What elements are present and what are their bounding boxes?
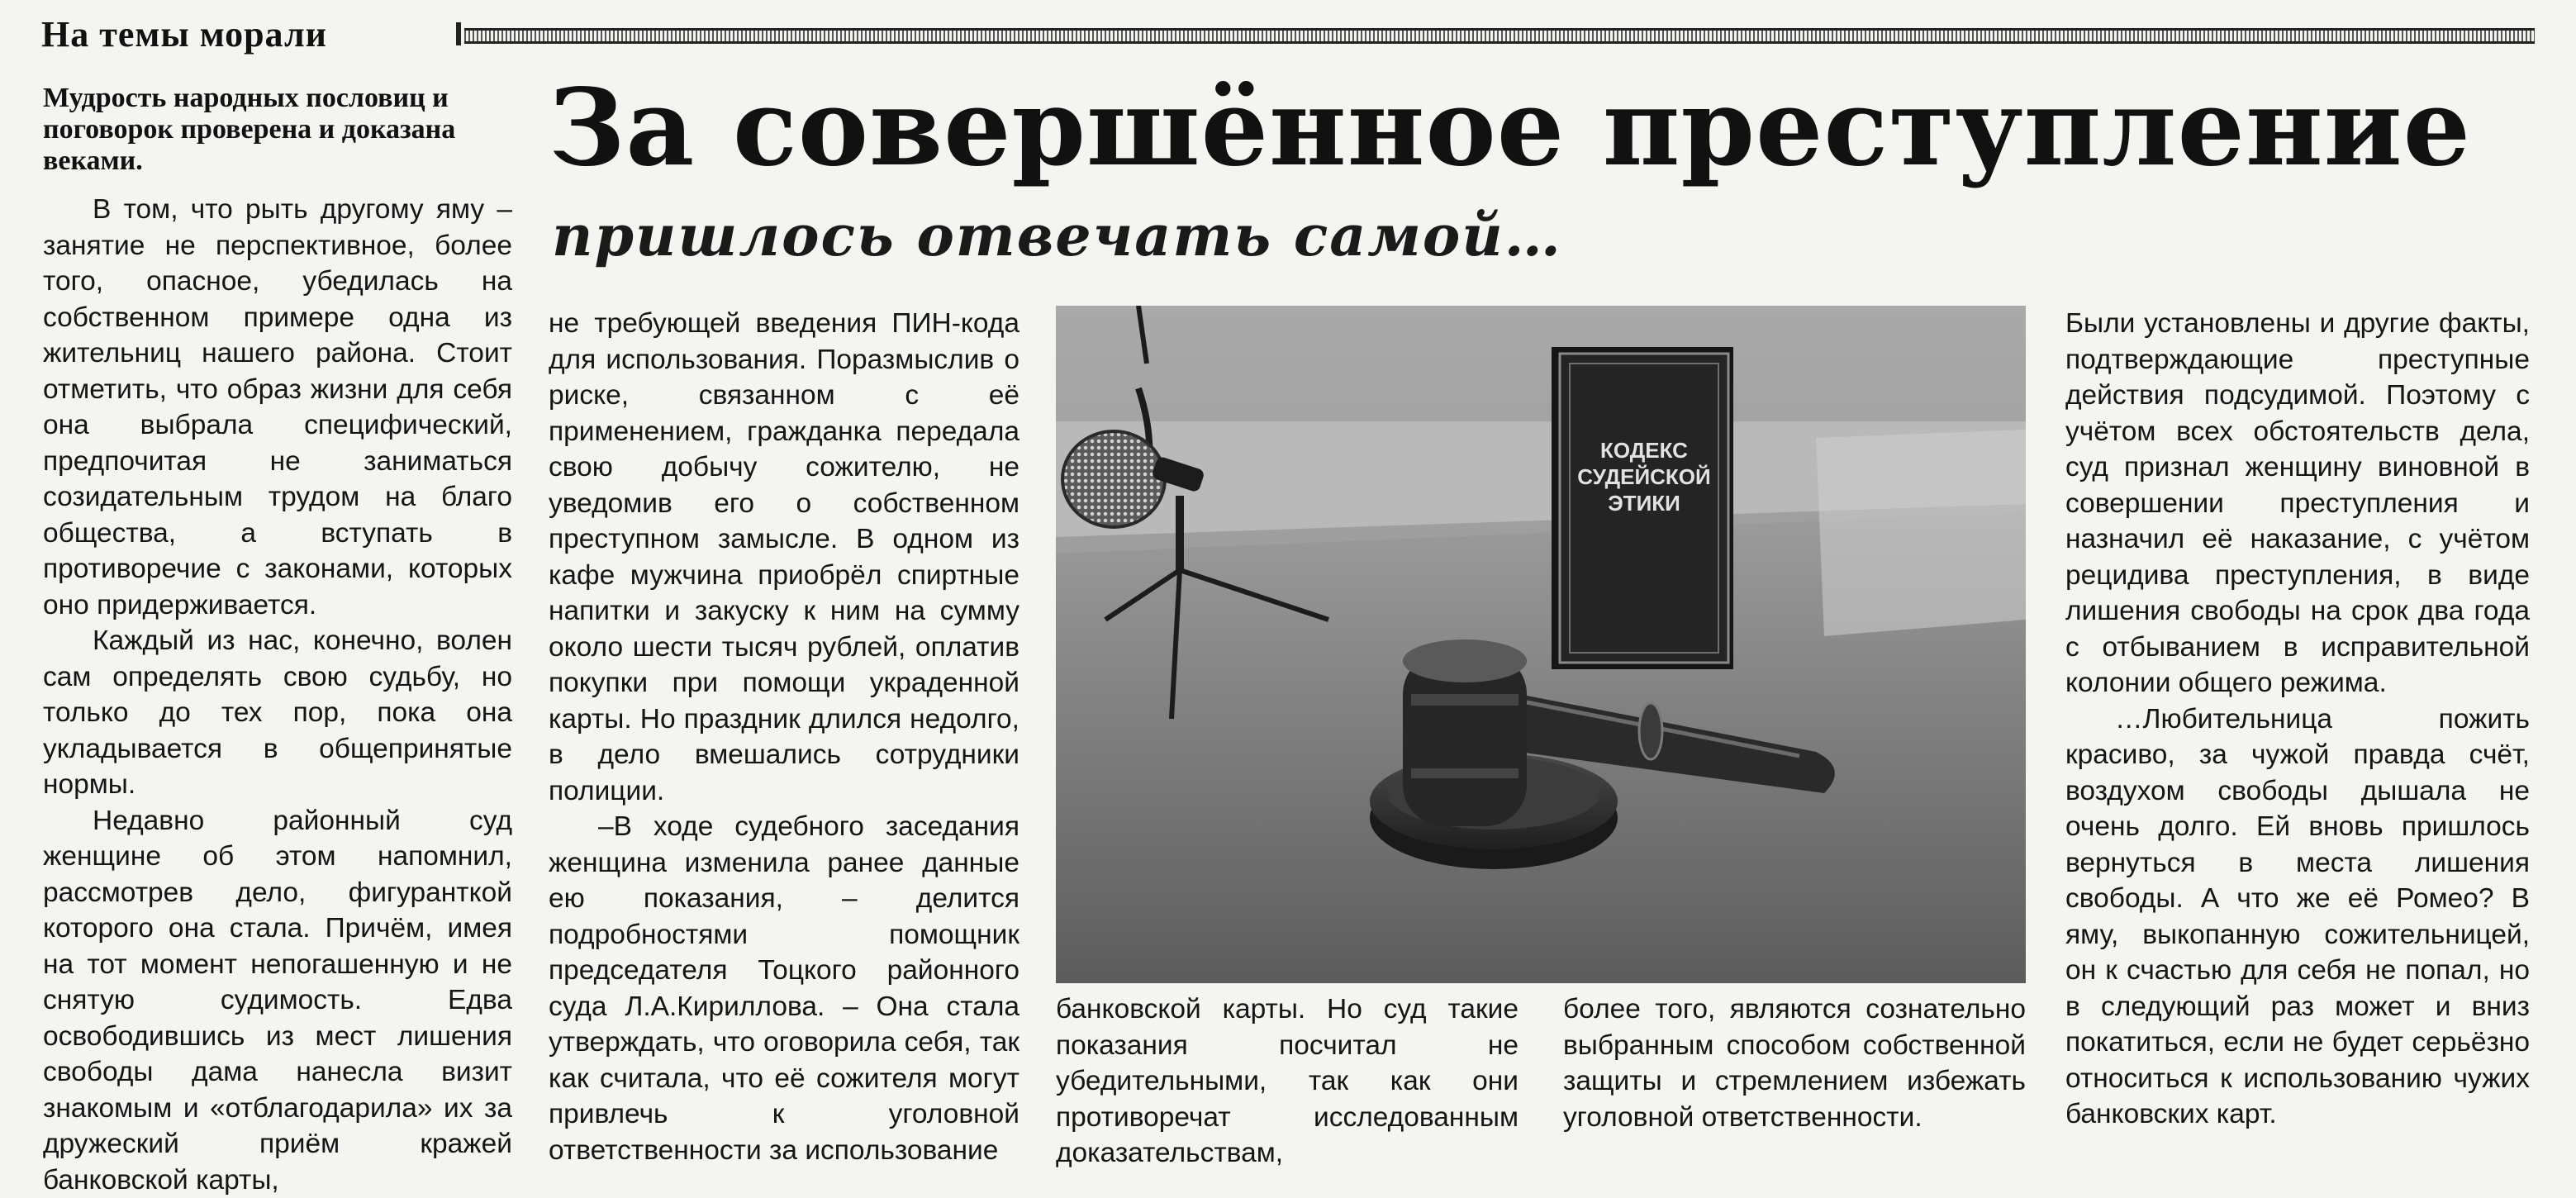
text-column-4 bbox=[1563, 991, 2026, 1135]
text-column-2 bbox=[549, 306, 1019, 1168]
book-title-line-3: ЭТИКИ bbox=[1608, 491, 1680, 516]
article-lead: Мудрость народных пословиц и поговорок проверена и доказана веками. bbox=[43, 83, 512, 177]
paragraph: банковской карты. Но суд такие показания посчитал не убедительными, так как они противоречат исследованным доказательствам, bbox=[1056, 991, 1519, 1172]
book-title-line-1: КОДЕКС bbox=[1600, 438, 1688, 463]
article-title: За совершённое преступление bbox=[549, 66, 2471, 190]
book-title-line-2: СУДЕЙСКОЙ bbox=[1577, 464, 1710, 489]
section-rubric: На темы морали bbox=[41, 12, 327, 58]
gavel-book-microphone-illustration bbox=[1056, 306, 2026, 983]
paragraph: Были установлены и другие факты, подтверждающие преступные действия подсудимой. Поэтому с учётом всех обстоятельств дела, суд признал женщину виновной в совершении преступления и назначил её наказание, с учётом рецидива преступления, в виде лишения свободы на срок два года с отбыванием в исправительной колонии общего режима. bbox=[2065, 306, 2530, 701]
paragraph: Недавно районный суд женщине об этом напомнил, рассмотрев дело, фигуранткой которого она стала. Причём, имея на тот момент непогашенную и не снятую судимость. Едва освободившись из мест лишения свободы дама нанесла визит знакомым и «отблагодарила» их за дружеский приём кражей банковской карты, bbox=[43, 803, 512, 1198]
book-icon bbox=[1552, 347, 1733, 669]
paragraph: –В ходе судебного заседания женщина изменила ранее данные ею показания, – делится подробностями помощник председателя Тоцкого районного суда Л.А.Кириллова. – Она стала утверждать, что оговорила себя, так как считала, что её сожителя могут привлечь к уголовной ответственности за использование bbox=[549, 809, 1019, 1168]
photo-light-patch bbox=[1816, 430, 2026, 636]
paragraph: не требующей введения ПИН-кода для использования. Поразмыслив о риске, связанном с её применением, гражданка передала свою добычу сожителю, не уведомив его о собственном преступном замысле. В одном из кафе мужчина приобрёл спиртные напитки и закуску к ним на сумму около шести тысяч рублей, оплатив покупки при помощи украденной карты. Но праздник длился недолго, в дело вмешались сотрудники полиции. bbox=[549, 306, 1019, 809]
paragraph: …Любительница пожить красиво, за чужой правда счёт, воздухом свободы дышала не очень долго. Ей вновь пришлось вернуться в места лишения свободы. А что же её Ромео? В яму, выкопанную сожительницей, он к счастью для себя не попал, но в следующий раз может и вниз покатиться, если не будет серьёзно относиться к использованию чужих банковских карт. bbox=[2065, 701, 2530, 1133]
rubric-rule-cap bbox=[456, 22, 461, 45]
paragraph: В том, что рыть другому яму – занятие не перспективное, более того, опасное, убедилась на собственном примере одна из жительниц нашего района. Стоит отметить, что образ жизни для себя она выбрала специфический, предпочитая не заниматься созидательным трудом на благо общества, а вступать в противоречие с законами, которых оно придерживается. bbox=[43, 192, 512, 623]
rubric-rule bbox=[464, 28, 2535, 44]
text-column-1 bbox=[43, 192, 512, 1198]
article-photo bbox=[1056, 306, 2026, 983]
paragraph: Каждый из нас, конечно, волен сам определять свою судьбу, но только до тех пор, пока она укладывается в общепринятые нормы. bbox=[43, 623, 512, 803]
text-column-3 bbox=[1056, 991, 1519, 1172]
text-column-5 bbox=[2065, 306, 2530, 1133]
article-subtitle: пришлось отвечать самой… bbox=[552, 203, 1562, 269]
paragraph: более того, являются сознательно выбранным способом собственной защиты и стремлением избежать уголовной ответственности. bbox=[1563, 991, 2026, 1135]
